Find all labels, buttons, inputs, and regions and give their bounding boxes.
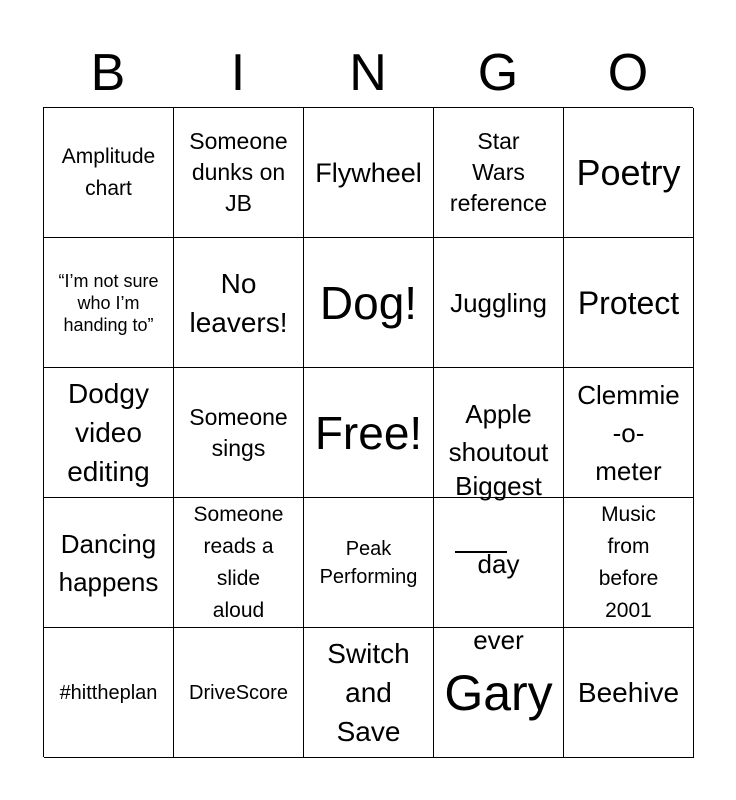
cell-text: Flywheel xyxy=(315,157,422,188)
bingo-cell[interactable] xyxy=(434,238,564,368)
bingo-cell[interactable] xyxy=(174,108,304,238)
bingo-cell[interactable] xyxy=(434,628,564,758)
cell-text: Poetry xyxy=(576,151,681,193)
bingo-cell[interactable] xyxy=(174,238,304,368)
cell-text: Amplitude chart xyxy=(61,144,156,200)
bingo-cell[interactable] xyxy=(44,368,174,498)
header-letter-b: B xyxy=(90,44,126,102)
fill-in-blank xyxy=(455,551,507,553)
header-letter-n: N xyxy=(349,44,387,102)
bingo-cell[interactable] xyxy=(564,498,694,628)
bingo-cell[interactable] xyxy=(564,238,694,368)
bingo-cell[interactable] xyxy=(564,368,694,498)
bingo-cell[interactable] xyxy=(564,628,694,758)
cell-text: Star Wars reference xyxy=(449,128,548,216)
free-space-text: Free! xyxy=(314,406,423,459)
cell-text: Protect xyxy=(577,284,680,321)
cell-text: Dodgy video editing xyxy=(67,378,150,487)
bingo-cell[interactable] xyxy=(174,628,304,758)
cell-text-line xyxy=(455,543,542,583)
bingo-cell[interactable] xyxy=(44,238,174,368)
bingo-cell[interactable] xyxy=(174,368,304,498)
bingo-cell[interactable] xyxy=(304,498,434,628)
bingo-cell[interactable] xyxy=(304,238,434,368)
header-letter-o: O xyxy=(607,44,649,102)
bingo-board xyxy=(43,107,693,757)
cell-text-line: Biggest xyxy=(455,470,542,501)
cell-text-line: ever xyxy=(473,624,524,655)
bingo-cell[interactable] xyxy=(304,628,434,758)
header-letter-g: G xyxy=(477,44,519,102)
cell-text: No leavers! xyxy=(189,267,288,338)
cell-text: Someone dunks on JB xyxy=(189,128,288,216)
bingo-cell[interactable] xyxy=(434,108,564,238)
cell-text: Beehive xyxy=(577,677,680,708)
bingo-cell[interactable] xyxy=(44,108,174,238)
cell-text: Clemmie -o- meter xyxy=(577,379,680,486)
bingo-cell[interactable] xyxy=(564,108,694,238)
bingo-cell[interactable] xyxy=(44,628,174,758)
cell-text: Dog! xyxy=(319,276,418,329)
cell-text: Someone sings xyxy=(189,403,288,461)
cell-text: Apple shoutout xyxy=(448,398,549,467)
bingo-cell[interactable] xyxy=(434,470,564,655)
cell-text: Juggling xyxy=(450,287,547,318)
bingo-header xyxy=(43,40,693,106)
cell-text-word: day xyxy=(477,548,520,579)
cell-text: Gary xyxy=(444,664,553,721)
cell-text: Music from before 2001 xyxy=(598,502,659,622)
cell-text: “I’m not sure who I’m handing to” xyxy=(58,270,159,335)
cell-text: Switch and Save xyxy=(327,638,410,747)
cell-text: #hittheplan xyxy=(59,681,158,704)
bingo-cell[interactable] xyxy=(44,498,174,628)
cell-text: Peak Performing xyxy=(319,537,418,588)
cell-text: Dancing happens xyxy=(58,528,159,597)
cell-text: DriveScore xyxy=(189,681,288,704)
bingo-cell[interactable] xyxy=(174,498,304,628)
bingo-cell[interactable] xyxy=(304,108,434,238)
header-letter-i: I xyxy=(230,44,246,102)
free-space-cell[interactable] xyxy=(304,368,434,498)
cell-text: Someone reads a slide aloud xyxy=(193,502,284,622)
